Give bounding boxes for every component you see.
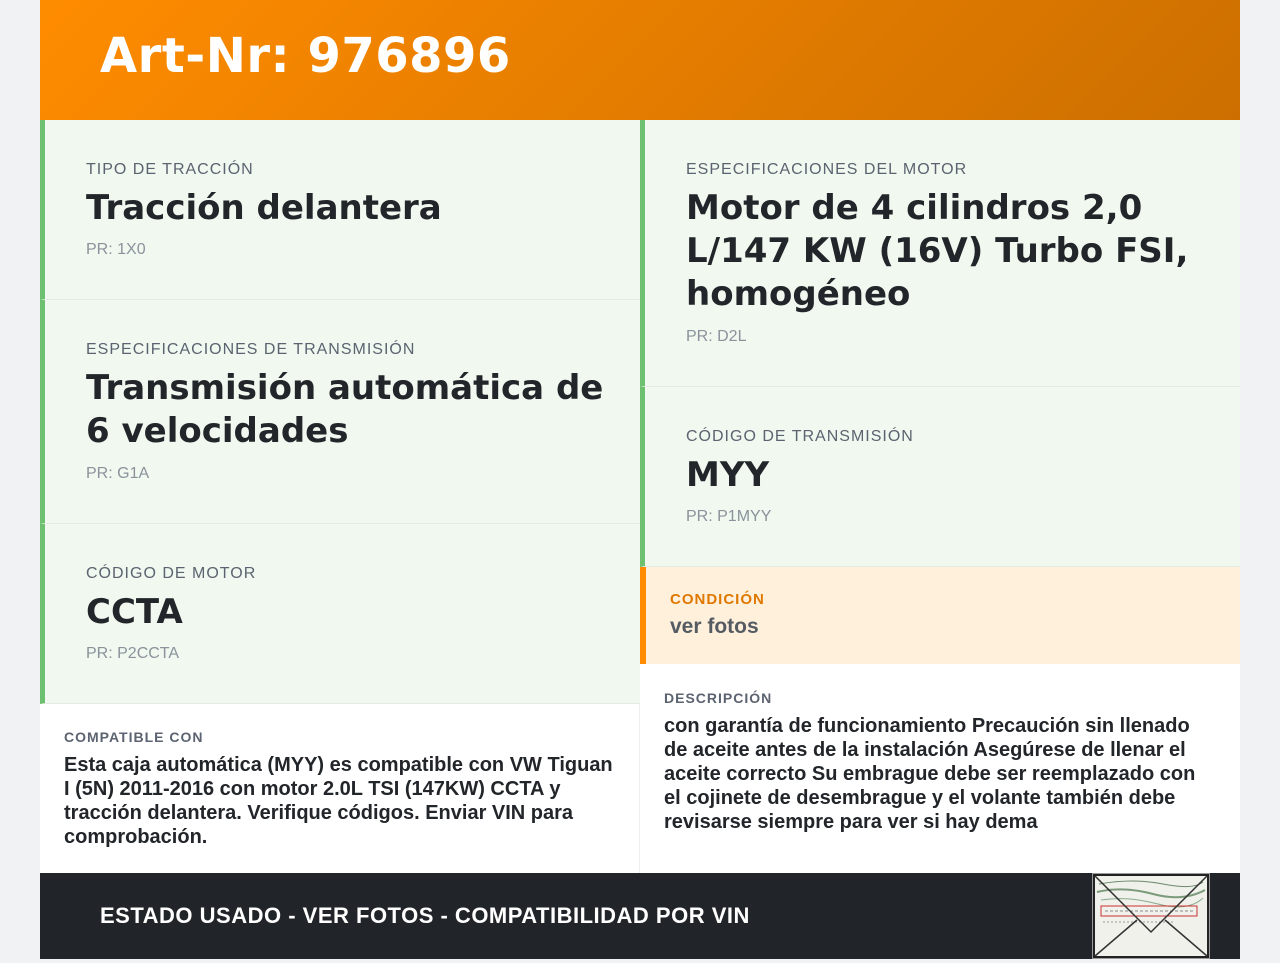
header-banner [40,0,1240,120]
spec-label: CÓDIGO DE MOTOR [86,565,257,582]
spec-pr-code: PR: 1X0 [86,241,146,258]
spec-value: Tracción delantera [86,188,442,228]
spec-label: CÓDIGO DE TRANSMISIÓN [686,428,914,445]
spec-card-engine-spec [640,120,1240,387]
article-number-title: Art-Nr: 976896 [100,28,511,84]
spec-label: ESPECIFICACIONES DEL MOTOR [686,161,968,178]
description-section [640,664,1240,873]
spec-card-drive-type [40,120,640,300]
spec-pr-code: PR: D2L [686,328,747,345]
document-thumbnail-image [1092,873,1210,959]
footer-status-text: ESTADO USADO - VER FOTOS - COMPATIBILIDAD POR VIN [100,903,750,928]
spec-pr-code: PR: G1A [86,465,150,482]
spec-value: MYY [686,455,770,495]
spec-value: Motor de 4 cilindros 2,0 L/147 KW (16V) Turbo FSI, homogéneo [686,188,1189,314]
spec-sheet [40,0,1240,959]
compatibility-section [40,704,640,873]
spec-pr-code: PR: P1MYY [686,508,772,525]
spec-value: Transmisión automática de 6 velocidades [86,368,604,451]
condition-card [640,567,1240,664]
description-text: con garantía de funcionamiento Precaución sin llenado de aceite antes de la instalación Asegúrese de llenar el aceite correcto Su embrague debe ser reemplazado con el cojinete de desembrague y el volante también debe revisarse siempre para ver si hay dema [664,715,1196,833]
condition-value: ver fotos [670,615,759,638]
compatibility-text: Esta caja automática (MYY) es compatible con VW Tiguan I (5N) 2011-2016 con motor 2.0L TSI (147KW) CCTA y tracción delantera. Verifique códigos. Enviar VIN para comprobación. [64,754,613,848]
compatibility-label: COMPATIBLE CON [64,729,204,745]
envelope-icon [1093,874,1209,958]
spec-label: ESPECIFICACIONES DE TRANSMISIÓN [86,341,416,358]
spec-value: CCTA [86,592,183,632]
spec-card-transmission-spec [40,300,640,524]
description-label: DESCRIPCIÓN [664,690,773,706]
spec-card-transmission-code [640,387,1240,567]
spec-pr-code: PR: P2CCTA [86,645,180,662]
spec-label: TIPO DE TRACCIÓN [86,161,254,178]
condition-label: CONDICIÓN [670,591,765,608]
footer-bar [40,873,1240,959]
spec-card-engine-code [40,524,640,704]
